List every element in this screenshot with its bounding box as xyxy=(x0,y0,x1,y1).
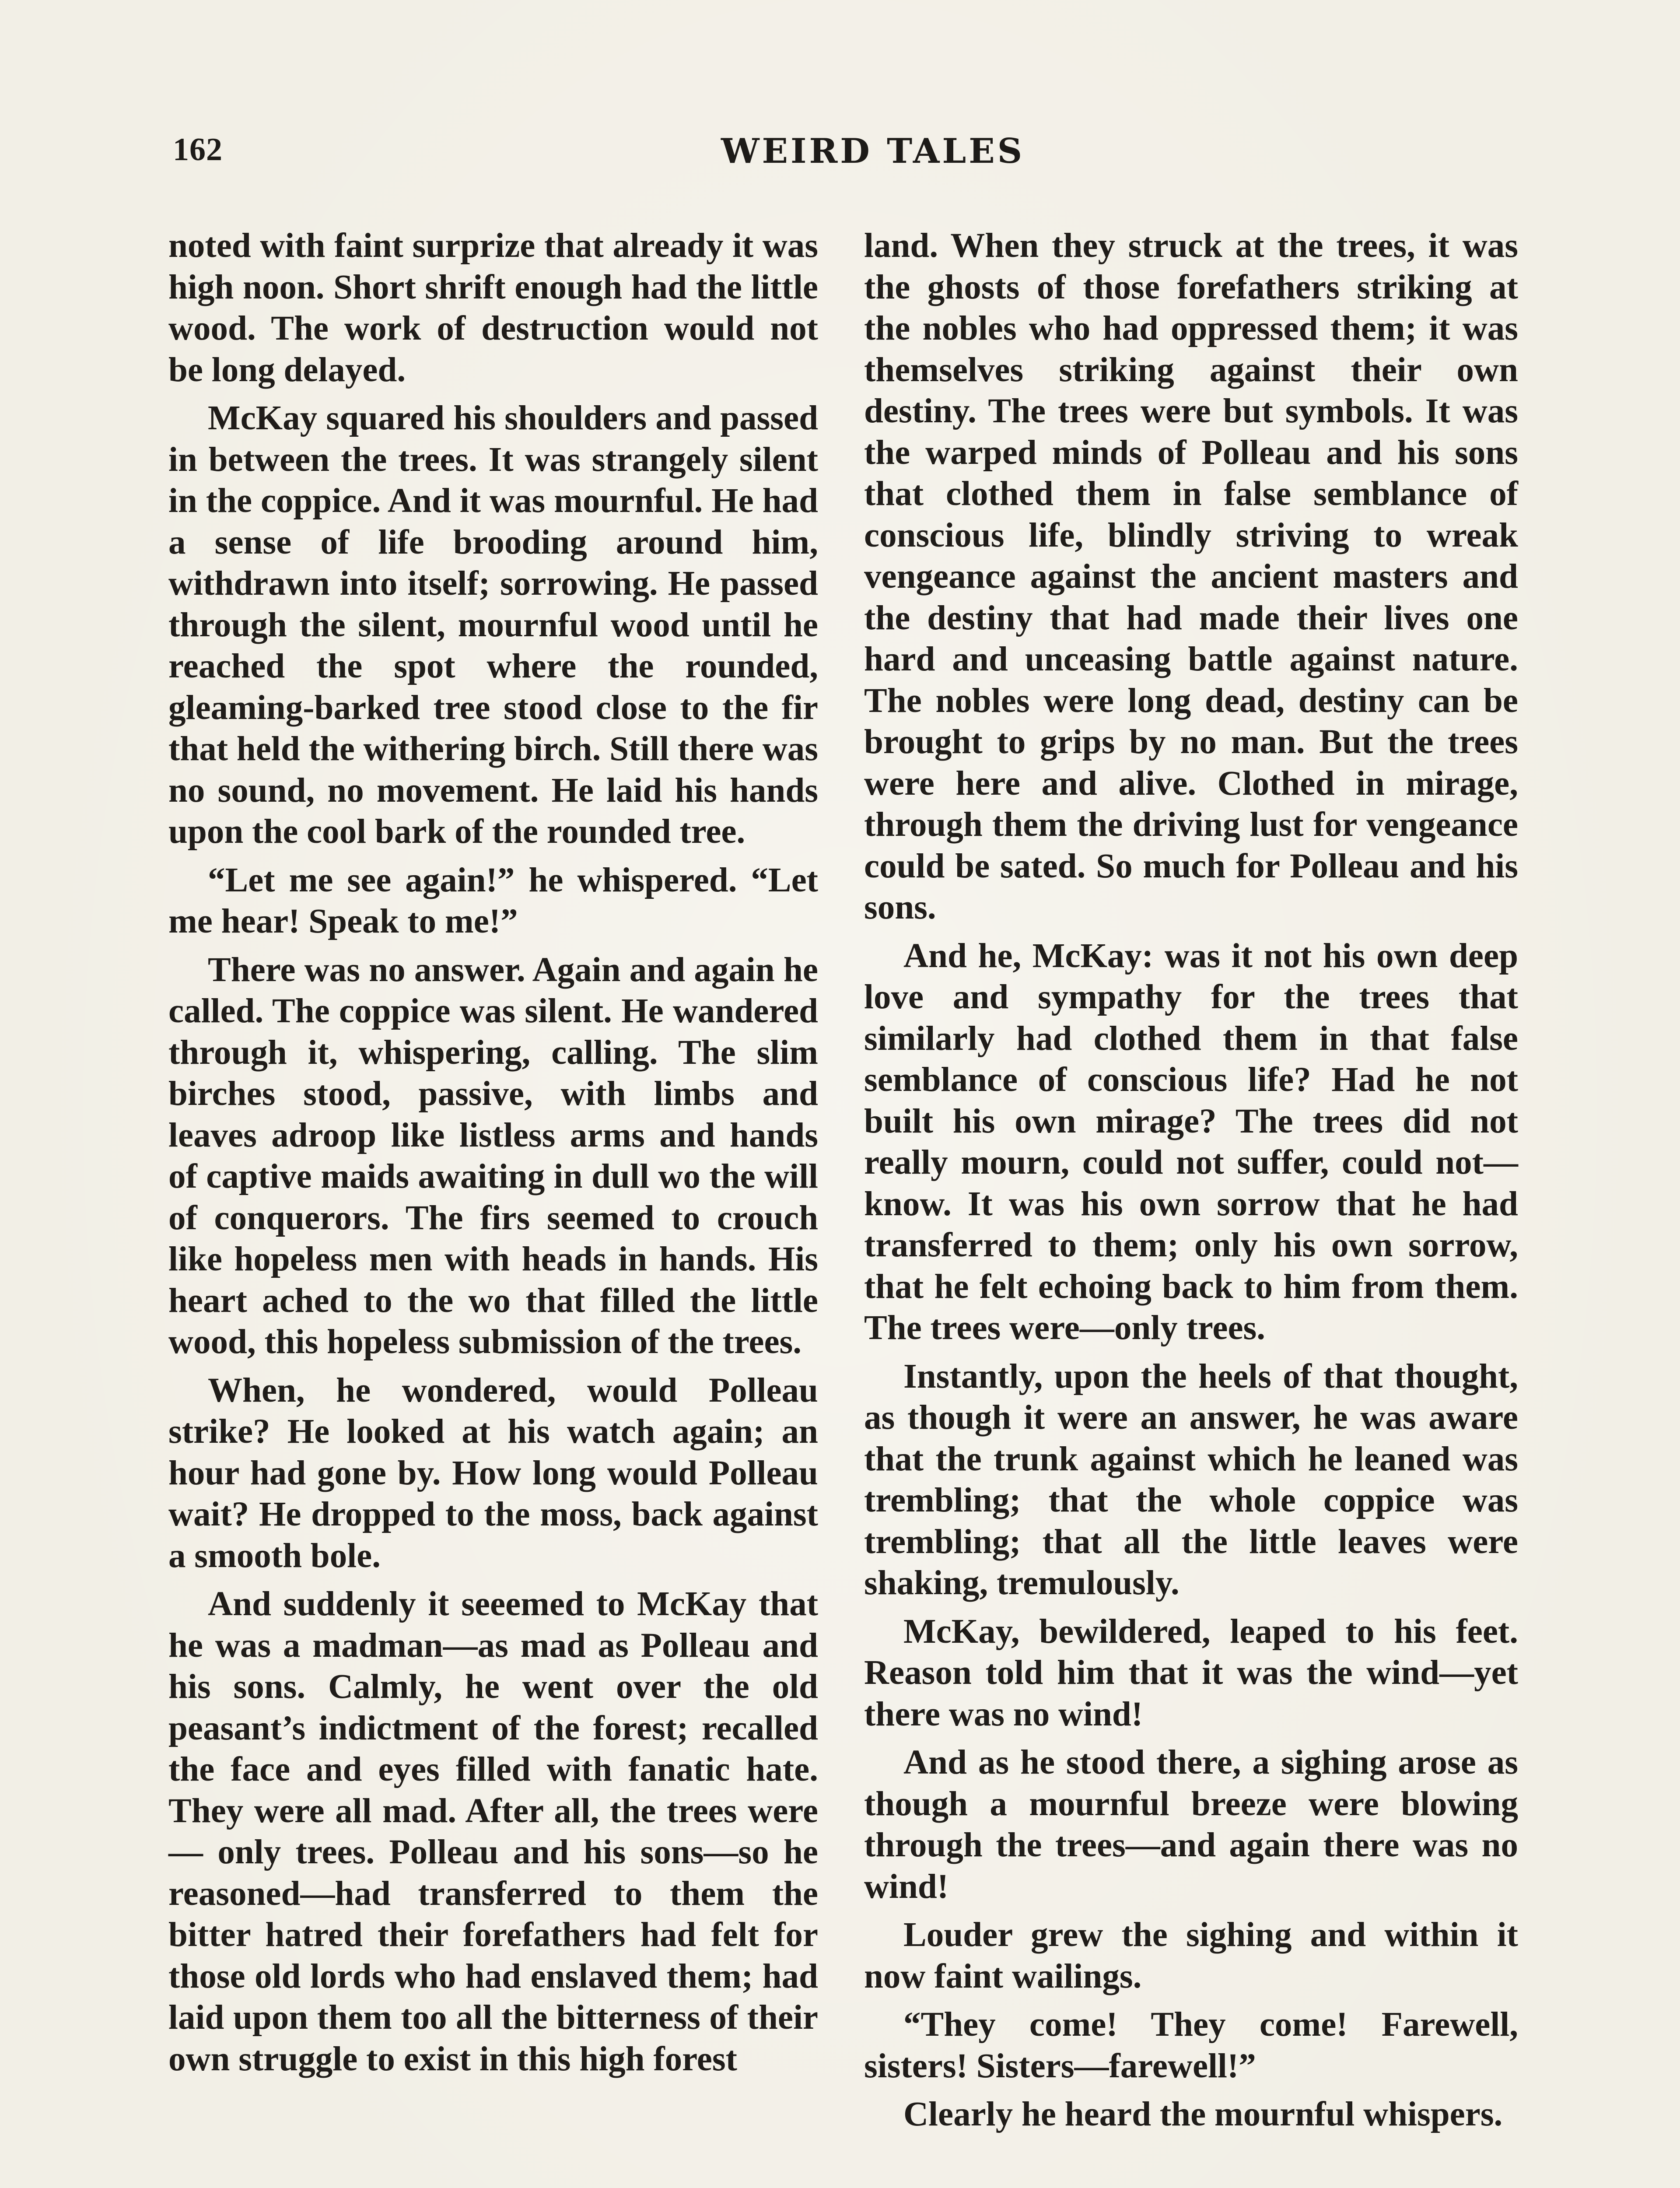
paragraph: And as he stood there, a sighing arose as though a mournful breeze were blowing through the trees—and again there was no wind! xyxy=(864,1743,1518,1906)
paragraph: Instantly, upon the heels of that thought, as though it were an answer, he was aware that the trunk against which he leaned was trembling; that the whole coppice was trembling; that all the little leaves were shaking, tremulously. xyxy=(864,1357,1518,1602)
page-number: 162 xyxy=(173,132,223,168)
right-column xyxy=(864,225,1518,2188)
paragraph: When, he wondered, would Polleau strike? He looked at his watch again; an hour had gone by. How long would Polleau wait? He dropped to the moss, back against a smooth bole. xyxy=(168,1371,818,1575)
paragraph: “They come! They come! Farewell, sisters! Sisters—farewell!” xyxy=(864,2006,1518,2085)
paragraph: noted with faint surprize that already it was high noon. Short shrift enough had the little wood. The work of destruction would not be long delayed. xyxy=(168,227,818,389)
left-column xyxy=(168,225,818,2188)
paragraph: And suddenly it seeemed to McKay that he was a madman—as mad as Polleau and his sons. Calmly, he went over the old peasant’s indictment of the forest; recalled the face and eyes filled with fanatic hate. They were all mad. After all, the trees were— only trees. Polleau and his sons—so he reasoned—had transferred to them the bitter hatred their forefathers had felt for those old lords who had enslaved them; had laid upon them too all the bitterness of their own struggle to exist in this high forest xyxy=(168,1585,818,2078)
paragraph: McKay squared his shoulders and passed in between the trees. It was strangely silent in the coppice. And it was mournful. He had a sense of life brooding around him, withdrawn into itself; sorrowing. He passed through the silent, mournful wood until he reached the spot where the rounded, gleaming-barked tree stood close to the fir that held the withering birch. Still there was no sound, no movement. He laid his hands upon the cool bark of the rounded tree. xyxy=(168,399,818,851)
paragraph: Clearly he heard the mournful whispers. xyxy=(903,2095,1503,2133)
paragraph: And he, McKay: was it not his own deep love and sympathy for the trees that similarly had clothed them in that false semblance of conscious life? Had he not built his own mirage? The trees did not really mourn, could not suffer, could not—know. It was his own sorrow that he had transferred to them; only his own sorrow, that he felt echoing back to him from them. The trees were—only trees. xyxy=(864,936,1518,1347)
running-head: WEIRD TALES xyxy=(721,131,1025,171)
paragraph: McKay, bewildered, leaped to his feet. Reason told him that it was the wind—yet there was no wind! xyxy=(864,1612,1518,1733)
paragraph: “Let me see again!” he whispered. “Let me hear! Speak to me!” xyxy=(168,861,818,940)
paragraph: land. When they struck at the trees, it was the ghosts of those forefathers striking at the nobles who had oppressed them; it was themselves striking against their own destiny. The trees were but symbols. It was the warped minds of Polleau and his sons that clothed them in false semblance of conscious life, blindly striving to wreak vengeance against the ancient masters and the destiny that had made their lives one hard and unceasing battle against nature. The nobles were long dead, destiny can be brought to grips by no man. But the trees were here and alive. Clothed in mirage, through them the driving lust for vengeance could be sated. So much for Polleau and his sons. xyxy=(864,227,1518,926)
paragraph: There was no answer. Again and again he called. The coppice was silent. He wandered through it, whispering, calling. The slim birches stood, passive, with limbs and leaves adroop like listless arms and hands of captive maids awaiting in dull wo the will of conquerors. The firs seemed to crouch like hopeless men with heads in hands. His heart ached to the wo that filled the little wood, this hopeless submission of the trees. xyxy=(168,950,818,1361)
paragraph: Louder grew the sighing and within it now faint wailings. xyxy=(864,1916,1518,1995)
